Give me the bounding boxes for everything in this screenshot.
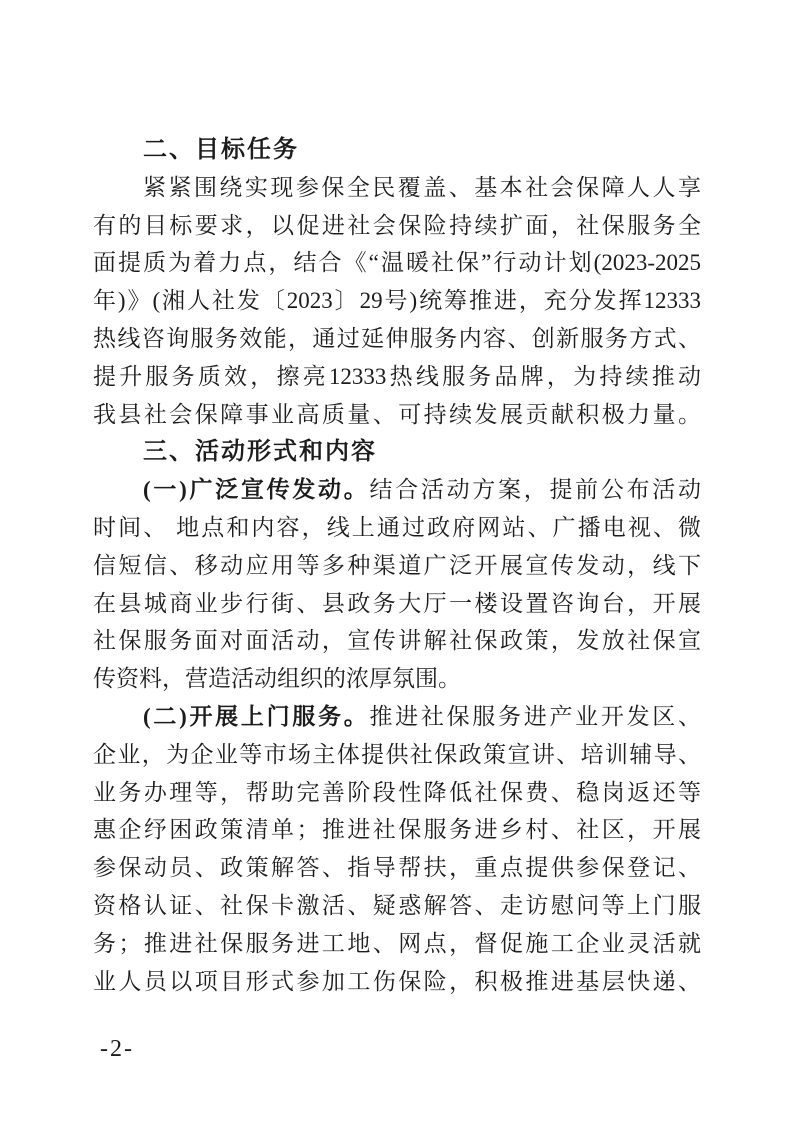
paragraph-line: 有的目标要求，以促进社会保险持续扩面，社保服务全 bbox=[93, 212, 701, 238]
paragraph-line: 我县社会保障事业高质量、可持续发展贡献积极力量。 bbox=[93, 401, 701, 427]
paragraph-line: 在县城商业步行街、县政务大厅一楼设置咨询台，开展 bbox=[93, 590, 701, 616]
paragraph-line bbox=[93, 698, 701, 736]
document-body bbox=[93, 131, 701, 1000]
section-heading-goals: 二、目标任务 bbox=[143, 136, 299, 163]
paragraph-line: 面提质为着力点，结合《“温暖社保”行动计划(2023-2025 bbox=[93, 250, 701, 276]
paragraph-line: 业人员以项目形式参加工伤保险，积极推进基层快递、 bbox=[93, 968, 701, 994]
section-heading-activities: 三、活动形式和内容 bbox=[143, 438, 377, 466]
paragraph-line: 年)》(湘人社发〔2023〕29号)统筹推进，充分发挥12333 bbox=[93, 288, 701, 314]
paragraph-line bbox=[93, 471, 701, 509]
paragraph-line: 紧紧围绕实现参保全民覆盖、基本社会保障人人享 bbox=[143, 174, 701, 200]
paragraph-line: 信短信、移动应用等多种渠道广泛开展宣传发动，线下 bbox=[93, 552, 701, 578]
paragraph-line: 热线咨询服务效能，通过延伸服务内容、创新服务方式、 bbox=[93, 325, 701, 351]
item-lead-publicity: (一)广泛宣传发动。 bbox=[143, 477, 370, 503]
paragraph-line: 惠企纾困政策清单；推进社保服务进乡村、社区，开展 bbox=[93, 817, 701, 843]
paragraph-line: 企业，为企业等市场主体提供社保政策宣讲、培训辅导、 bbox=[93, 741, 701, 767]
paragraph-text: 推进社保服务进产业开发区、 bbox=[369, 703, 702, 729]
paragraph-line: 提升服务质效，擦亮12333热线服务品牌，为持续推动 bbox=[93, 363, 701, 389]
paragraph-line: 务；推进社保服务进工地、网点，督促施工企业灵活就 bbox=[93, 930, 701, 956]
paragraph-line: 业务办理等，帮助完善阶段性降低社保费、稳岗返还等 bbox=[93, 779, 701, 805]
paragraph-text: 结合活动方案，提前公布活动 bbox=[369, 477, 702, 503]
page-number: -2- bbox=[100, 1036, 134, 1062]
paragraph-line: 传资料，营造活动组织的浓厚氛围。 bbox=[93, 666, 461, 692]
paragraph-line: 参保动员、政策解答、指导帮扶，重点提供参保登记、 bbox=[93, 855, 701, 881]
paragraph-line: 资格认证、社保卡激活、疑惑解答、走访慰问等上门服 bbox=[93, 892, 701, 918]
paragraph-line: 社保服务面对面活动，宣传讲解社保政策，发放社保宣 bbox=[93, 628, 701, 654]
paragraph-line: 时间、 地点和内容，线上通过政府网站、广播电视、微 bbox=[93, 514, 701, 540]
item-lead-door-service: (二)开展上门服务。 bbox=[143, 703, 370, 729]
